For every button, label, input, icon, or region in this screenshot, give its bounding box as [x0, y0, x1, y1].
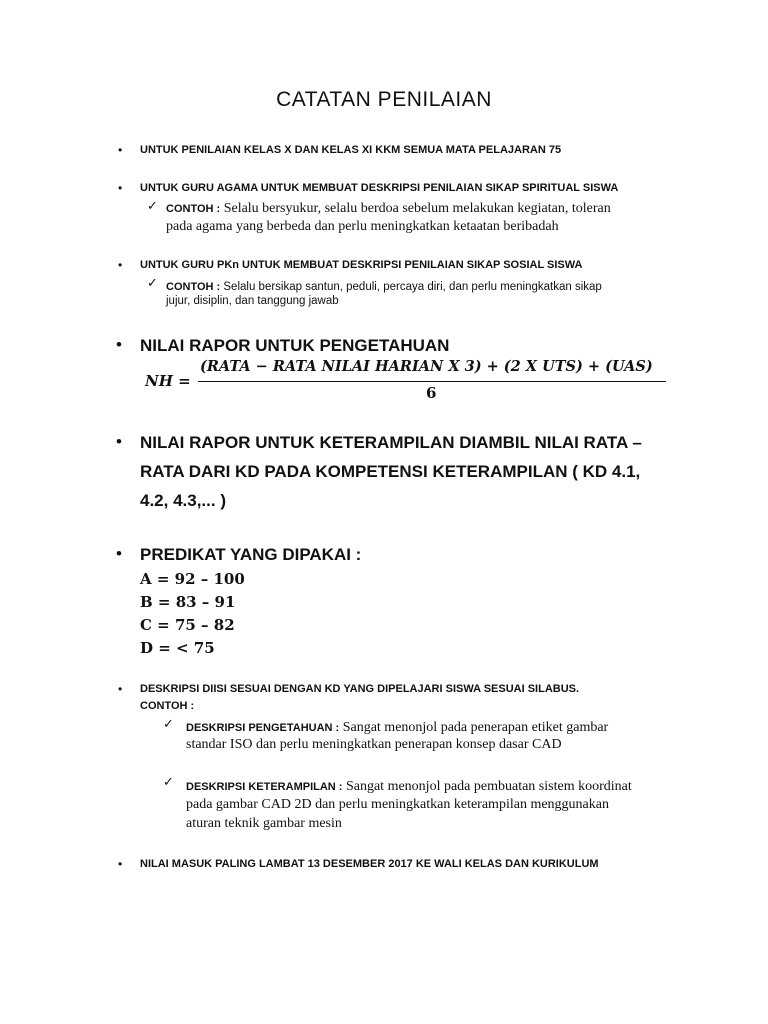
peng-line1 — [186, 718, 608, 736]
check-icon: ✓ — [147, 275, 158, 290]
bullet-icon: • — [118, 857, 123, 871]
bullet-icon: • — [118, 258, 123, 272]
pkn-example-line2: jujur, disiplin, dan tanggung jawab — [166, 295, 339, 307]
deskripsi-example-label: CONTOH : — [140, 700, 195, 712]
pkn-example-label: CONTOH : — [166, 281, 221, 293]
formula-numerator: (RATA − RATA NILAI HARIAN X 3) + (2 X UTS) + (UAS) — [200, 358, 653, 375]
agama-note: UNTUK GURU AGAMA UNTUK MEMBUAT DESKRIPSI PENILAIAN SIKAP SPIRITUAL SISWA — [140, 182, 619, 194]
ket-line1 — [186, 777, 632, 795]
grade-d: D = < 75 — [140, 639, 215, 657]
deskripsi-note: DESKRIPSI DIISI SESUAI DENGAN KD YANG DIPELAJARI SISWA SESUAI SILABUS. — [140, 683, 580, 695]
bullet-icon: • — [118, 143, 123, 157]
ket-label: DESKRIPSI KETERAMPILAN : — [186, 781, 343, 793]
keterampilan-line3: 4.2, 4.3,... ) — [140, 491, 226, 510]
check-icon: ✓ — [163, 716, 174, 731]
pkn-example-line1 — [166, 277, 602, 295]
pkn-example-text: Selalu bersikap santun, peduli, percaya diri, dan perlu meningkatkan sikap — [220, 281, 602, 293]
ket-text: Sangat menonjol pada pembuatan sistem koordinat — [342, 779, 632, 794]
grade-c: C = 75 – 82 — [140, 616, 235, 634]
grade-b: B = 83 – 91 — [140, 593, 236, 611]
agama-example-text: Selalu bersyukur, selalu berdoa sebelum melakukan kegiatan, toleran — [220, 201, 611, 216]
predikat-heading: PREDIKAT YANG DIPAKAI : — [140, 545, 362, 564]
fraction-bar — [198, 381, 666, 382]
peng-line2: standar ISO dan perlu meningkatkan penerapan konsep dasar CAD — [186, 737, 562, 752]
bullet-icon: • — [116, 335, 122, 354]
agama-example-label: CONTOH : — [166, 203, 221, 215]
pkn-note: UNTUK GURU PKn UNTUK MEMBUAT DESKRIPSI PENILAIAN SIKAP SOSIAL SISWA — [140, 259, 583, 271]
pengetahuan-heading: NILAI RAPOR UNTUK PENGETAHUAN — [140, 336, 450, 355]
peng-text: Sangat menonjol pada penerapan etiket gambar — [339, 720, 609, 735]
agama-example-line2: pada agama yang berbeda dan perlu meningkatkan ketaatan beribadah — [166, 219, 559, 234]
peng-label: DESKRIPSI PENGETAHUAN : — [186, 722, 340, 734]
bullet-icon: • — [116, 432, 122, 451]
check-icon: ✓ — [147, 198, 158, 213]
keterampilan-line2: RATA DARI KD PADA KOMPETENSI KETERAMPILAN ( KD 4.1, — [140, 462, 641, 481]
bullet-icon: • — [116, 544, 122, 563]
formula-lhs: NH = — [145, 372, 191, 390]
ket-line3: aturan teknik gambar mesin — [186, 816, 342, 831]
deadline-note: NILAI MASUK PALING LAMBAT 13 DESEMBER 2017 KE WALI KELAS DAN KURIKULUM — [140, 858, 599, 870]
ket-line2: pada gambar CAD 2D dan perlu meningkatkan keterampilan menggunakan — [186, 797, 609, 812]
formula-denominator: 6 — [426, 384, 437, 402]
kkm-note: UNTUK PENILAIAN KELAS X DAN KELAS XI KKM SEMUA MATA PELAJARAN 75 — [140, 144, 562, 156]
page-title: CATATAN PENILAIAN — [276, 88, 492, 111]
bullet-icon: • — [118, 181, 123, 195]
keterampilan-line1: NILAI RAPOR UNTUK KETERAMPILAN DIAMBIL NILAI RATA – — [140, 433, 642, 452]
bullet-icon: • — [118, 682, 123, 696]
grade-a: A = 92 – 100 — [140, 570, 245, 588]
agama-example-line1 — [166, 199, 611, 217]
check-icon: ✓ — [163, 774, 174, 789]
